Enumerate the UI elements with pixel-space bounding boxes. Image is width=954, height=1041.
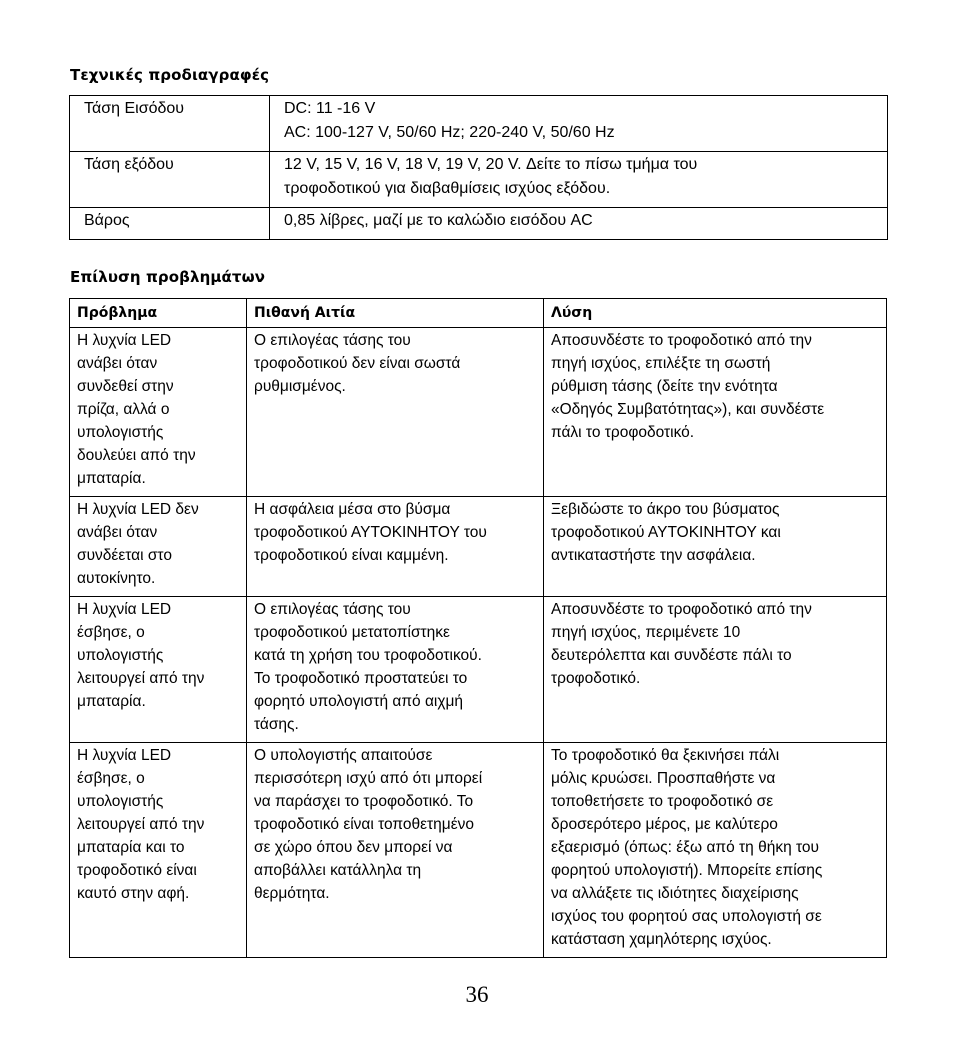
- cell-text-line: συνδεθεί στην: [77, 378, 174, 395]
- cell-text-line: αντικαταστήστε την ασφάλεια.: [551, 547, 756, 564]
- cell-text-line: δευτερόλεπτα και συνδέστε πάλι το: [551, 647, 792, 664]
- troubleshooting-heading: Επίλυση προβλημάτων: [70, 268, 266, 286]
- cell-text-line: τροφοδοτικού είναι καμμένη.: [254, 547, 449, 564]
- cell-text-line: Αποσυνδέστε το τροφοδοτικό από την: [551, 332, 812, 349]
- column-header-cause: Πιθανή Αιτία: [247, 299, 544, 328]
- spec-value-line: 12 V, 15 V, 16 V, 18 V, 19 V, 20 V. Δείτε το πίσω τμήμα του: [284, 156, 698, 173]
- spec-value: [270, 208, 888, 240]
- cell-text-line: ανάβει όταν: [77, 355, 158, 372]
- cell-text-line: πάλι το τροφοδοτικό.: [551, 424, 695, 441]
- spec-value: [270, 96, 888, 152]
- cell-text-line: μπαταρία.: [77, 693, 146, 710]
- column-header-problem: Πρόβλημα: [70, 299, 247, 328]
- cell-text-line: να παράσχει το τροφοδοτικό. Το: [254, 793, 474, 810]
- cell-text-line: φορητό υπολογιστή από αιχμή: [254, 693, 464, 710]
- cell-text-line: τροφοδοτικού ΑΥΤΟΚΙΝΗΤΟΥ του: [254, 524, 487, 541]
- cell-text-line: λειτουργεί από την: [77, 670, 205, 687]
- cell-text-line: ισχύος του φορητού σας υπολογιστή σε: [551, 908, 822, 925]
- cell-text-line: τάσης.: [254, 716, 299, 733]
- solution-cell: [544, 597, 887, 743]
- cell-text-line: ρύθμιση τάσης (δείτε την ενότητα: [551, 378, 778, 395]
- table-row: [70, 328, 887, 497]
- cell-text-line: ανάβει όταν: [77, 524, 158, 541]
- solution-cell: [544, 328, 887, 497]
- cell-text-line: τροφοδοτικού ΑΥΤΟΚΙΝΗΤΟΥ και: [551, 524, 781, 541]
- cell-text-line: να αλλάξετε τις ιδιότητες διαχείρισης: [551, 885, 799, 902]
- cell-text-line: Το τροφοδοτικό προστατεύει το: [254, 670, 468, 687]
- solution-cell: [544, 743, 887, 958]
- cell-text-line: εξαερισμό (όπως: έξω από τη θήκη του: [551, 839, 820, 856]
- cell-text-line: τροφοδοτικό είναι τοποθετημένο: [254, 816, 475, 833]
- column-header-solution: Λύση: [544, 299, 887, 328]
- specifications-heading: Τεχνικές προδιαγραφές: [70, 66, 270, 84]
- cause-cell: [247, 328, 544, 497]
- cell-text-line: τροφοδοτικού δεν είναι σωστά: [254, 355, 461, 372]
- cell-text-line: «Οδηγός Συμβατότητας»), και συνδέστε: [551, 401, 825, 418]
- cell-text-line: έσβησε, ο: [77, 624, 145, 641]
- cell-text-line: Ο υπολογιστής απαιτούσε: [254, 747, 433, 764]
- problem-cell: [70, 743, 247, 958]
- cell-text-line: λειτουργεί από την: [77, 816, 205, 833]
- cell-text-line: δουλεύει από την: [77, 447, 196, 464]
- solution-cell: [544, 497, 887, 597]
- spec-row-output-voltage: [70, 152, 888, 208]
- cell-text-line: υπολογιστής: [77, 424, 164, 441]
- cell-text-line: τροφοδοτικό.: [551, 670, 641, 687]
- cell-text-line: υπολογιστής: [77, 793, 164, 810]
- problem-cell: [70, 328, 247, 497]
- cell-text-line: πρίζα, αλλά ο: [77, 401, 170, 418]
- cell-text-line: αυτοκίνητο.: [77, 570, 156, 587]
- cell-text-line: πηγή ισχύος, περιμένετε 10: [551, 624, 741, 641]
- spec-row-input-voltage: [70, 96, 888, 152]
- cell-text-line: καυτό στην αφή.: [77, 885, 190, 902]
- cell-text-line: Ο επιλογέας τάσης του: [254, 332, 411, 349]
- cell-text-line: Η λυχνία LED δεν: [77, 501, 199, 518]
- cell-text-line: συνδέεται στο: [77, 547, 172, 564]
- cell-text-line: Η ασφάλεια μέσα στο βύσμα: [254, 501, 451, 518]
- cell-text-line: θερμότητα.: [254, 885, 330, 902]
- cell-text-line: Η λυχνία LED: [77, 601, 172, 618]
- spec-value: [270, 152, 888, 208]
- table-row: [70, 743, 887, 958]
- spec-row-weight: [70, 208, 888, 240]
- cell-text-line: έσβησε, ο: [77, 770, 145, 787]
- cell-text-line: σε χώρο όπου δεν μπορεί να: [254, 839, 453, 856]
- troubleshooting-table: [69, 298, 887, 958]
- cell-text-line: τροφοδοτικού μετατοπίστηκε: [254, 624, 450, 641]
- cell-text-line: μπαταρία και το: [77, 839, 185, 856]
- spec-label: Τάση εξόδου: [70, 152, 270, 208]
- cell-text-line: Ξεβιδώστε το άκρο του βύσματος: [551, 501, 780, 518]
- cell-text-line: κατά τη χρήση του τροφοδοτικού.: [254, 647, 482, 664]
- cell-text-line: κατάσταση χαμηλότερης ισχύος.: [551, 931, 772, 948]
- cell-text-line: υπολογιστής: [77, 647, 164, 664]
- problem-cell: [70, 597, 247, 743]
- specifications-table: [69, 95, 888, 240]
- spec-label: Βάρος: [70, 208, 270, 240]
- cause-cell: [247, 597, 544, 743]
- cell-text-line: τροφοδοτικό είναι: [77, 862, 197, 879]
- cell-text-line: Ο επιλογέας τάσης του: [254, 601, 411, 618]
- cell-text-line: Η λυχνία LED: [77, 747, 172, 764]
- cell-text-line: μπαταρία.: [77, 470, 146, 487]
- spec-value-line: 0,85 λίβρες, μαζί με το καλώδιο εισόδου AC: [284, 212, 593, 229]
- problem-cell: [70, 497, 247, 597]
- cell-text-line: Το τροφοδοτικό θα ξεκινήσει πάλι: [551, 747, 780, 764]
- cell-text-line: μόλις κρυώσει. Προσπαθήστε να: [551, 770, 776, 787]
- cell-text-line: περισσότερη ισχύ από ότι μπορεί: [254, 770, 483, 787]
- table-header-row: [70, 299, 887, 328]
- cell-text-line: ρυθμισμένος.: [254, 378, 346, 395]
- spec-value-line: τροφοδοτικού για διαβαθμίσεις ισχύος εξόδου.: [284, 180, 611, 197]
- cause-cell: [247, 743, 544, 958]
- cell-text-line: Αποσυνδέστε το τροφοδοτικό από την: [551, 601, 812, 618]
- cause-cell: [247, 497, 544, 597]
- cell-text-line: Η λυχνία LED: [77, 332, 172, 349]
- spec-label: Τάση Εισόδου: [70, 96, 270, 152]
- page-number: 36: [465, 982, 489, 1007]
- spec-value-line: DC: 11 -16 V: [284, 100, 376, 117]
- spec-value-line: AC: 100-127 V, 50/60 Hz; 220-240 V, 50/60 Hz: [284, 124, 615, 141]
- table-row: [70, 497, 887, 597]
- table-row: [70, 597, 887, 743]
- cell-text-line: πηγή ισχύος, επιλέξτε τη σωστή: [551, 355, 771, 372]
- cell-text-line: φορητού υπολογιστή). Μπορείτε επίσης: [551, 862, 823, 879]
- cell-text-line: αποβάλλει κατάλληλα τη: [254, 862, 422, 879]
- cell-text-line: δροσερότερο μέρος, με καλύτερο: [551, 816, 778, 833]
- cell-text-line: τοποθετήσετε το τροφοδοτικό σε: [551, 793, 774, 810]
